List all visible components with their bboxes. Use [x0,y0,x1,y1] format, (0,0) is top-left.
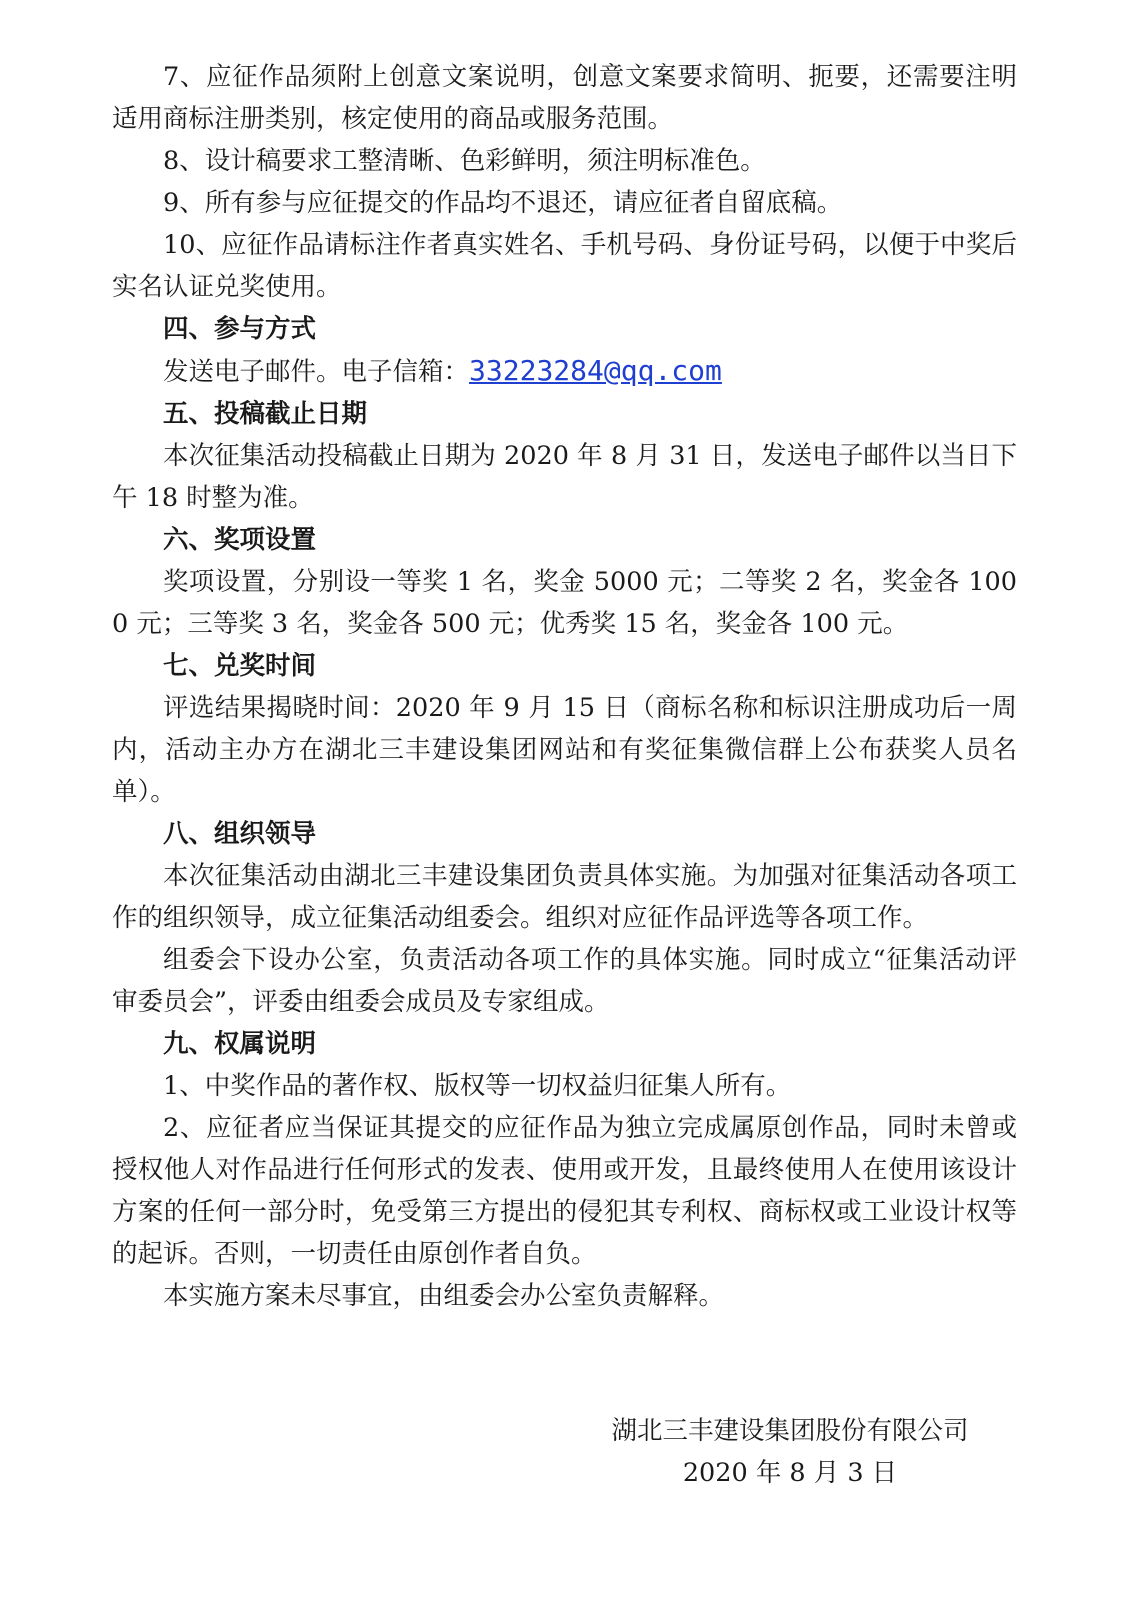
section-7-text: 评选结果揭晓时间：2020 年 9 月 15 日（商标名称和标识注册成功后一周内，活动主办方在湖北三丰建设集团网站和有奖征集微信群上公布获奖人员名单）。 [112,693,1017,807]
section-6-heading: 六、奖项设置 [163,525,317,555]
section-6-text: 奖项设置，分别设一等奖 1 名，奖金 5000 元；二等奖 2 名，奖金各 1000 元；三等奖 3 名，奖金各 500 元；优秀奖 15 名，奖金各 100 元。 [112,567,1017,639]
section-9-item-1: 1、中奖作品的著作权、版权等一切权益归征集人所有。 [163,1071,792,1101]
section-8-text-2: 组委会下设办公室，负责活动各项工作的具体实施。同时成立“征集活动评审委员会”，评委由组委会成员及专家组成。 [112,945,1017,1017]
section-9-heading: 九、权属说明 [163,1029,317,1059]
section-8-text-1: 本次征集活动由湖北三丰建设集团负责具体实施。为加强对征集活动各项工作的组织领导，成立征集活动组委会。组织对应征作品评选等各项工作。 [112,861,1017,933]
section-5-text: 本次征集活动投稿截止日期为 2020 年 8 月 31 日，发送电子邮件以当日下午 18 时整为准。 [112,441,1017,513]
signature-block [570,1410,1010,1494]
section-9-item-2: 2、应征者应当保证其提交的应征作品为独立完成属原创作品，同时未曾或授权他人对作品进行任何形式的发表、使用或开发，且最终使用人在使用该设计方案的任何一部分时，免受第三方提出的侵犯其专利权、商标权或工业设计权等的起诉。否则，一切责任由原创作者自负。 [112,1113,1017,1269]
signature-date: 2020 年 8 月 3 日 [682,1458,898,1488]
rule-item-7: 7、应征作品须附上创意文案说明，创意文案要求简明、扼要，还需要注明适用商标注册类别，核定使用的商品或服务范围。 [112,62,1017,134]
email-label: 发送电子邮件。电子信箱： [163,357,470,387]
section-4-text [112,350,1017,393]
section-4-heading: 四、参与方式 [163,314,317,344]
closing-text: 本实施方案未尽事宜，由组委会办公室负责解释。 [163,1281,725,1311]
document-body [112,56,1017,1317]
rule-item-9: 9、所有参与应征提交的作品均不退还，请应征者自留底稿。 [163,188,843,218]
section-8-heading: 八、组织领导 [163,819,317,849]
company-name: 湖北三丰建设集团股份有限公司 [611,1416,969,1446]
email-link[interactable]: 33223284@qq.com [469,354,722,387]
section-5-heading: 五、投稿截止日期 [163,399,368,429]
rule-item-8: 8、设计稿要求工整清晰、色彩鲜明，须注明标准色。 [163,146,766,176]
section-7-heading: 七、兑奖时间 [163,651,317,681]
rule-item-10: 10、应征作品请标注作者真实姓名、手机号码、身份证号码，以便于中奖后实名认证兑奖使用。 [112,230,1017,302]
